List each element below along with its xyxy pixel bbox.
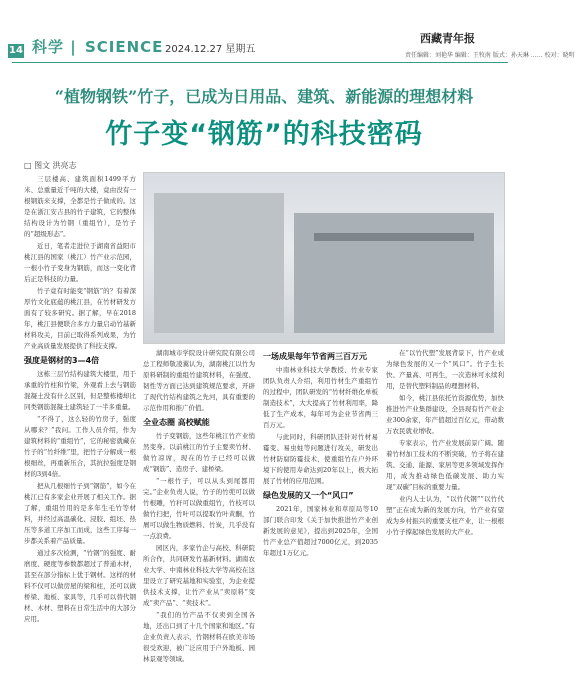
paragraph: 2021年，国家林业和草原局等10部门联合印发《关于加快推进竹产业创新发展的意见》，提出到2025年，全国竹产业总产值超过7000亿元，到2035年超过1万亿元。 [263,505,378,557]
paragraph: 与此同时，科研团队还针对竹材易霉变、易虫蛀等问题进行攻关，研发出竹材防腐防霉技术，使重组竹在户外环境下的使用寿命达到20年以上，极大拓展了竹材的应用范围。 [263,433,378,485]
paragraph: 中南林业科技大学教授、竹业专家团队负责人介绍，利用竹材生产重组竹的过程中，团队研发的“竹材纤维化单板制造技术”，大大提高了竹材利用率，降低了生产成本，每年可为企业节省两三百万元。 [263,366,378,429]
page-header [0,0,575,62]
paragraph: 三层楼高、建筑面积1499平方米、总重量近千吨的大楼，竟由没有一根钢筋来支撑，全都是竹子做成的。这是在浙江安吉县的竹子建筑，它的整体结构设计为竹钢（重组竹），是竹子的“超级形态”。 [24,175,136,238]
article-column-1 [24,174,136,690]
photo-building-right [294,213,494,333]
paragraph: “不得了，这么轻的竹房子，强度从哪来？”我问。工作人员介绍，作为建筑材料的“重组竹”，它的秘密就藏在竹子的“竹纤维”里，把竹子分解成一根根细丝，再重新压合，其抗拉强度是钢材的3到4倍。 [24,415,136,478]
article-column-3 [263,348,378,690]
article-column-4 [386,348,504,690]
paragraph: 竹子竟有时能变“钢筋”的？有着深厚竹文化底蕴的桃江县，在竹材研发方面有了较多研究。据了解，早在2018年，桃江县便联合多方力量启动竹基新材料攻关，目前已取得系列成果，为竹产业高质量发展提供了科技支撑。 [24,287,136,350]
paragraph: 通过多次检测，“竹钢”的强度、耐磨度、硬度等参数都超过了普通木材，甚至在部分指标上优于钢材。这样的材料不仅可以做房屋的梁和柱，还可以做桥梁、地板、家具等，几乎可以替代钢材、木材、塑料在日常生活中的大部分应用。 [24,549,136,623]
article-photo [143,172,505,344]
issue-date: 2024.12.27 星期五 [165,44,256,55]
paragraph: 近日，笔者走进位于湖南省益阳市桃江县的国家（桃江）竹产业示范园，一根小竹子变身为钢筋，而这一变化背后正是科技的力量。 [24,242,136,283]
article-byline: □ 图文 洪亮志 [24,161,77,170]
photo-roofline [314,233,474,241]
section-heading: 一场成果每年节省两三百万元 [263,352,367,361]
photo-building-left [154,193,284,333]
paragraph: 在“以竹代塑”发展背景下，竹产业成为绿色发展的又一个“风口”。竹子生长快、产量高、可再生，一次造林可永续利用，是替代塑料制品的理想材料。 [386,349,504,390]
section-heading: 绿色发展的又一个“风口” [263,491,354,500]
article-column-2 [143,348,255,690]
section-heading: 全业态圈 高校赋能 [143,418,210,427]
paragraph: 这栋三层竹结构建筑大楼里，用于承重的竹柱和竹梁，外观看上去与钢筋混凝土没有什么区别，但是整栋楼却比同类钢筋混凝土建筑轻了一半多重量。 [24,370,136,411]
paragraph: 竹子变钢筋，这些年桃江竹产业悄然变身。以前桃江的竹子主要卖竹材、做竹凉席，现在的竹子已经可以做成“钢筋”、造房子、建桥梁。 [143,432,255,473]
paragraph: “我们的竹产品不仅卖到全国各地，还出口到了十几个国家和地区。”有企业负责人表示，竹钢材料在欧美市场很受欢迎，被广泛应用于户外地板、园林景观等领域。 [143,611,255,663]
section-heading: 强度是钢材的3—4倍 [24,356,100,365]
paragraph: 如今，桃江县依托竹资源优势，加快推进竹产业集群建设，全县现有竹产业企业300余家，年产值超过百亿元，带动数万农民就业增收。 [386,394,504,435]
section-title-en: SCIENCE [84,38,164,56]
paragraph: 湖南城市学院设计研究院有限公司总工程师敬凌翼认为，湖南桃江以竹为原料研制的重组竹建筑材料，在强度、韧性等方面已达到建筑规范要求，开辟了现代竹结构建筑之先河，具有重要的示范作用和推广价值。 [143,349,255,412]
newspaper-logo: 西藏青年报 [420,32,475,45]
page-number: 14 [9,45,23,56]
section-title: 科学 | SCIENCE [32,38,164,56]
section-title-cn: 科学 [32,38,65,56]
paragraph: 业内人士认为，“以竹代钢”“以竹代塑”正在成为新的发展方向，竹产业有望成为乡村振兴的重要支柱产业，让一根根小竹子撑起绿色发展的大产业。 [386,495,504,536]
paragraph: 园区内，多家竹企与高校、科研院所合作，共同研发竹基新材料。湖南农业大学、中南林业科技大学等高校在这里设立了研究基地和实验室，为企业提供技术支撑，让竹产业从“卖原料”变成“卖产品”、“卖技术”。 [143,544,255,607]
article-headline: 竹子变“钢筋”的科技密码 [105,119,423,150]
paragraph: “一根竹子，可以从头到尾都用完。”企业负责人说，竹子的竹蔸可以做竹根雕，竹秆可以做重组竹，竹枝可以做竹扫把，竹叶可以提取竹叶黄酮，竹屑可以做生物质燃料、竹炭，几乎没有一点浪费。 [143,477,255,540]
header-divider [12,62,508,63]
paragraph: 把从几根细竹子到“钢筋”，如今在桃江已有多家企业开展了相关工作。据了解，重组竹用的是多年生毛竹等材料，并经过高温碳化、浸胶、组坯、热压等多道工序加工而成，这些工序每一步都关系着产品质量。 [24,482,136,545]
paragraph: 专家表示，竹产业发展前景广阔。随着竹材加工技术的不断突破，竹子将在建筑、交通、能源、家居等更多领域发挥作用，成为推动绿色低碳发展、助力实现“双碳”目标的重要力量。 [386,439,504,491]
editor-credits: 责任编辑：刘艳华 编辑：王牧南 版式：孙天琳 …… 校对：晓明 [405,52,575,59]
article-subheadline: “植物钢铁”竹子，已成为日用品、建筑、新能源的理想材料 [54,87,474,106]
